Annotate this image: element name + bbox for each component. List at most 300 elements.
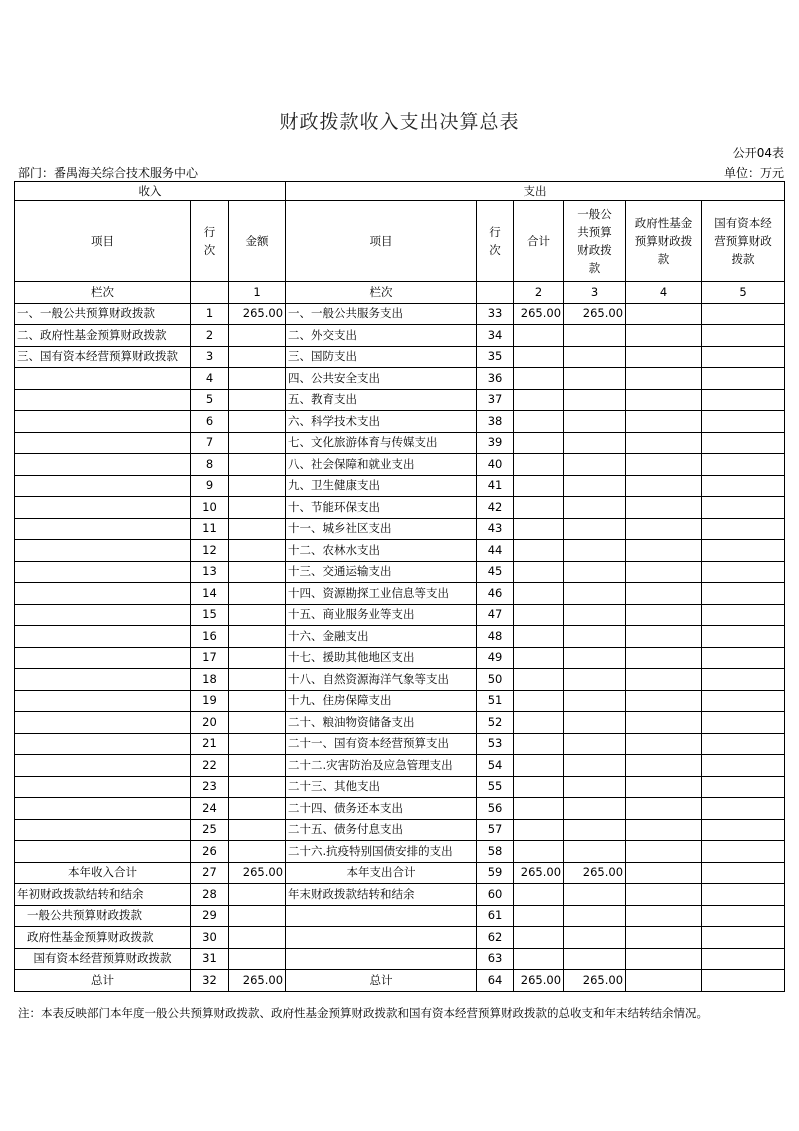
expense-item: 五、教育支出 (286, 389, 477, 411)
expense-item: 六、科学技术支出 (286, 411, 477, 433)
income-amount (229, 712, 286, 734)
header-general-budget: 一般公共预算财政拨款 (564, 201, 626, 282)
expense-total (514, 540, 564, 562)
gov-fund-amount (626, 669, 702, 691)
income-item (15, 755, 191, 777)
income-row-no: 19 (191, 690, 229, 712)
table-row (15, 346, 785, 368)
income-row-no: 8 (191, 454, 229, 476)
expense-item: 一、一般公共服务支出 (286, 303, 477, 325)
general-budget-amount (564, 841, 626, 863)
state-capital-amount (702, 411, 785, 433)
state-capital-amount (702, 475, 785, 497)
income-row-no: 2 (191, 325, 229, 347)
expense-item: 年末财政拨款结转和结余 (286, 884, 477, 906)
state-capital-amount (702, 733, 785, 755)
general-budget-amount (564, 819, 626, 841)
expense-row-no: 36 (477, 368, 514, 390)
expense-row-no: 33 (477, 303, 514, 325)
expense-row-no: 40 (477, 454, 514, 476)
col-no-blank-2 (477, 282, 514, 304)
income-amount (229, 647, 286, 669)
income-amount (229, 905, 286, 927)
general-budget-amount (564, 368, 626, 390)
income-item: 国有资本经营预算财政拨款 (15, 948, 191, 970)
expense-total (514, 669, 564, 691)
general-budget-amount: 265.00 (564, 862, 626, 884)
table-row (15, 647, 785, 669)
expense-item: 二十三、其他支出 (286, 776, 477, 798)
expense-row-no: 57 (477, 819, 514, 841)
state-capital-amount (702, 540, 785, 562)
income-item: 三、国有资本经营预算财政拨款 (15, 346, 191, 368)
table-row (15, 325, 785, 347)
income-row-no: 23 (191, 776, 229, 798)
general-budget-amount (564, 948, 626, 970)
state-capital-amount (702, 970, 785, 992)
expense-total: 265.00 (514, 303, 564, 325)
expense-item: 九、卫生健康支出 (286, 475, 477, 497)
income-item (15, 368, 191, 390)
expense-row-no: 34 (477, 325, 514, 347)
expense-item: 十九、住房保障支出 (286, 690, 477, 712)
expense-total (514, 755, 564, 777)
expense-item: 二十四、债务还本支出 (286, 798, 477, 820)
income-row-no: 27 (191, 862, 229, 884)
header-income-item: 项目 (15, 201, 191, 282)
expense-row-no: 45 (477, 561, 514, 583)
income-item (15, 841, 191, 863)
expense-item: 十八、自然资源海洋气象等支出 (286, 669, 477, 691)
expense-item: 十三、交通运输支出 (286, 561, 477, 583)
col-no-2: 2 (514, 282, 564, 304)
state-capital-amount (702, 841, 785, 863)
header-income-amount: 金额 (229, 201, 286, 282)
table-row (15, 690, 785, 712)
table-row (15, 733, 785, 755)
income-amount: 265.00 (229, 862, 286, 884)
income-amount (229, 819, 286, 841)
expense-total (514, 798, 564, 820)
general-budget-amount (564, 583, 626, 605)
expense-total (514, 454, 564, 476)
expense-total: 265.00 (514, 970, 564, 992)
header-gov-fund: 政府性基金预算财政拨款 (626, 201, 702, 282)
income-item: 本年收入合计 (15, 862, 191, 884)
gov-fund-amount (626, 604, 702, 626)
state-capital-amount (702, 626, 785, 648)
gov-fund-amount (626, 755, 702, 777)
col-no-label: 栏次 (15, 282, 191, 304)
expense-item: 二十一、国有资本经营预算支出 (286, 733, 477, 755)
income-item: 政府性基金预算财政拨款 (15, 927, 191, 949)
state-capital-amount (702, 884, 785, 906)
expense-row-no: 54 (477, 755, 514, 777)
income-item (15, 518, 191, 540)
income-row-no: 31 (191, 948, 229, 970)
expense-item (286, 905, 477, 927)
expense-total (514, 884, 564, 906)
table-row (15, 948, 785, 970)
income-item (15, 669, 191, 691)
header-expense-row-no: 行次 (477, 201, 514, 282)
income-amount (229, 669, 286, 691)
table-row (15, 368, 785, 390)
table-row (15, 970, 785, 992)
income-row-no: 11 (191, 518, 229, 540)
expense-total (514, 626, 564, 648)
expense-row-no: 52 (477, 712, 514, 734)
income-amount: 265.00 (229, 303, 286, 325)
expense-total (514, 432, 564, 454)
income-row-no: 20 (191, 712, 229, 734)
income-item (15, 497, 191, 519)
expense-row-no: 55 (477, 776, 514, 798)
general-budget-amount (564, 325, 626, 347)
expense-item: 十七、援助其他地区支出 (286, 647, 477, 669)
income-section-header: 收入 (15, 182, 286, 201)
expense-item: 十五、商业服务业等支出 (286, 604, 477, 626)
income-amount (229, 454, 286, 476)
column-number-row (15, 282, 785, 304)
col-no-1: 1 (229, 282, 286, 304)
income-item (15, 561, 191, 583)
expense-item: 十、节能环保支出 (286, 497, 477, 519)
income-amount (229, 561, 286, 583)
income-amount (229, 583, 286, 605)
expense-row-no: 38 (477, 411, 514, 433)
income-item (15, 798, 191, 820)
income-amount (229, 411, 286, 433)
state-capital-amount (702, 518, 785, 540)
income-amount (229, 346, 286, 368)
income-row-no: 1 (191, 303, 229, 325)
state-capital-amount (702, 798, 785, 820)
income-row-no: 32 (191, 970, 229, 992)
income-amount (229, 475, 286, 497)
income-item (15, 583, 191, 605)
expense-section-header: 支出 (286, 182, 785, 201)
expense-row-no: 48 (477, 626, 514, 648)
table-row (15, 819, 785, 841)
income-amount (229, 604, 286, 626)
income-item (15, 712, 191, 734)
state-capital-amount (702, 712, 785, 734)
income-item (15, 389, 191, 411)
header-income-row-no: 行次 (191, 201, 229, 282)
income-item: 一、一般公共预算财政拨款 (15, 303, 191, 325)
page-title: 财政拨款收入支出决算总表 (279, 111, 520, 133)
table-row (15, 862, 785, 884)
income-amount (229, 432, 286, 454)
expense-item: 本年支出合计 (286, 862, 477, 884)
state-capital-amount (702, 454, 785, 476)
form-number: 公开04表 (732, 146, 784, 160)
income-row-no: 9 (191, 475, 229, 497)
expense-row-no: 53 (477, 733, 514, 755)
general-budget-amount (564, 561, 626, 583)
gov-fund-amount (626, 884, 702, 906)
gov-fund-amount (626, 432, 702, 454)
income-amount (229, 776, 286, 798)
table-row (15, 626, 785, 648)
table-row (15, 712, 785, 734)
gov-fund-amount (626, 798, 702, 820)
general-budget-amount (564, 776, 626, 798)
gov-fund-amount (626, 368, 702, 390)
expense-row-no: 42 (477, 497, 514, 519)
general-budget-amount (564, 497, 626, 519)
table-row (15, 518, 785, 540)
table-row (15, 497, 785, 519)
general-budget-amount (564, 518, 626, 540)
income-amount (229, 540, 286, 562)
expense-total (514, 583, 564, 605)
income-row-no: 24 (191, 798, 229, 820)
general-budget-amount (564, 905, 626, 927)
expense-total (514, 819, 564, 841)
income-row-no: 14 (191, 583, 229, 605)
expense-item: 三、国防支出 (286, 346, 477, 368)
income-row-no: 15 (191, 604, 229, 626)
general-budget-amount (564, 712, 626, 734)
table-row (15, 583, 785, 605)
expense-item: 十四、资源勘探工业信息等支出 (286, 583, 477, 605)
state-capital-amount (702, 497, 785, 519)
gov-fund-amount (626, 712, 702, 734)
income-item (15, 604, 191, 626)
expense-total (514, 368, 564, 390)
col-no-4: 4 (626, 282, 702, 304)
state-capital-amount (702, 647, 785, 669)
expense-row-no: 58 (477, 841, 514, 863)
expense-item: 二十二.灾害防治及应急管理支出 (286, 755, 477, 777)
table-row (15, 604, 785, 626)
general-budget-amount (564, 411, 626, 433)
header-total: 合计 (514, 201, 564, 282)
income-row-no: 12 (191, 540, 229, 562)
table-row (15, 884, 785, 906)
state-capital-amount (702, 755, 785, 777)
gov-fund-amount (626, 970, 702, 992)
expense-total (514, 733, 564, 755)
income-row-no: 26 (191, 841, 229, 863)
gov-fund-amount (626, 927, 702, 949)
table-row (15, 755, 785, 777)
income-amount (229, 389, 286, 411)
general-budget-amount (564, 647, 626, 669)
income-row-no: 17 (191, 647, 229, 669)
expense-row-no: 46 (477, 583, 514, 605)
general-budget-amount: 265.00 (564, 303, 626, 325)
income-item (15, 475, 191, 497)
table-row (15, 389, 785, 411)
gov-fund-amount (626, 733, 702, 755)
expense-total (514, 604, 564, 626)
state-capital-amount (702, 669, 785, 691)
state-capital-amount (702, 368, 785, 390)
general-budget-amount (564, 690, 626, 712)
expense-row-no: 56 (477, 798, 514, 820)
income-amount (229, 798, 286, 820)
gov-fund-amount (626, 647, 702, 669)
expense-item: 总计 (286, 970, 477, 992)
gov-fund-amount (626, 905, 702, 927)
table-row (15, 411, 785, 433)
expense-total (514, 475, 564, 497)
expense-total (514, 905, 564, 927)
income-item: 二、政府性基金预算财政拨款 (15, 325, 191, 347)
expense-row-no: 41 (477, 475, 514, 497)
general-budget-amount (564, 432, 626, 454)
expense-total (514, 948, 564, 970)
gov-fund-amount (626, 346, 702, 368)
expense-total (514, 389, 564, 411)
general-budget-amount (564, 798, 626, 820)
income-row-no: 10 (191, 497, 229, 519)
income-amount (229, 690, 286, 712)
gov-fund-amount (626, 561, 702, 583)
expense-row-no: 63 (477, 948, 514, 970)
expense-total (514, 690, 564, 712)
income-row-no: 5 (191, 389, 229, 411)
income-amount (229, 497, 286, 519)
income-row-no: 3 (191, 346, 229, 368)
general-budget-amount (564, 884, 626, 906)
income-amount (229, 841, 286, 863)
expense-row-no: 47 (477, 604, 514, 626)
state-capital-amount (702, 583, 785, 605)
state-capital-amount (702, 819, 785, 841)
gov-fund-amount (626, 948, 702, 970)
general-budget-amount (564, 733, 626, 755)
gov-fund-amount (626, 518, 702, 540)
income-item (15, 647, 191, 669)
table-row (15, 841, 785, 863)
expense-total (514, 346, 564, 368)
expense-item (286, 948, 477, 970)
expense-total (514, 927, 564, 949)
expense-item (286, 927, 477, 949)
state-capital-amount (702, 905, 785, 927)
general-budget-amount (564, 540, 626, 562)
expense-row-no: 62 (477, 927, 514, 949)
expense-item: 二十五、债务付息支出 (286, 819, 477, 841)
gov-fund-amount (626, 411, 702, 433)
table-row (15, 475, 785, 497)
expense-row-no: 44 (477, 540, 514, 562)
gov-fund-amount (626, 475, 702, 497)
income-row-no: 18 (191, 669, 229, 691)
expense-item: 七、文化旅游体育与传媒支出 (286, 432, 477, 454)
income-item (15, 733, 191, 755)
expense-row-no: 59 (477, 862, 514, 884)
general-budget-amount (564, 346, 626, 368)
expense-item: 十六、金融支出 (286, 626, 477, 648)
expense-total (514, 325, 564, 347)
expense-row-no: 49 (477, 647, 514, 669)
income-row-no: 16 (191, 626, 229, 648)
general-budget-amount (564, 626, 626, 648)
expense-total (514, 776, 564, 798)
income-row-no: 4 (191, 368, 229, 390)
header-expense-item: 项目 (286, 201, 477, 282)
general-budget-amount (564, 755, 626, 777)
expense-row-no: 51 (477, 690, 514, 712)
income-row-no: 13 (191, 561, 229, 583)
gov-fund-amount (626, 454, 702, 476)
table-row (15, 540, 785, 562)
column-header-row (15, 201, 785, 282)
expense-item: 二十、粮油物资储备支出 (286, 712, 477, 734)
header-state-capital: 国有资本经营预算财政拨款 (702, 201, 785, 282)
state-capital-amount (702, 325, 785, 347)
general-budget-amount (564, 669, 626, 691)
income-row-no: 30 (191, 927, 229, 949)
gov-fund-amount (626, 690, 702, 712)
income-amount (229, 626, 286, 648)
expense-total (514, 518, 564, 540)
gov-fund-amount (626, 497, 702, 519)
income-row-no: 6 (191, 411, 229, 433)
table-row (15, 776, 785, 798)
expense-item: 十一、城乡社区支出 (286, 518, 477, 540)
expense-item: 十二、农林水支出 (286, 540, 477, 562)
fiscal-summary-table (14, 181, 785, 992)
table-row (15, 927, 785, 949)
general-budget-amount (564, 389, 626, 411)
general-budget-amount (564, 475, 626, 497)
expense-row-no: 35 (477, 346, 514, 368)
gov-fund-amount (626, 776, 702, 798)
state-capital-amount (702, 948, 785, 970)
income-item (15, 776, 191, 798)
table-row (15, 454, 785, 476)
state-capital-amount (702, 927, 785, 949)
department-label: 部门：番禺海关综合技术服务中心 (18, 166, 199, 180)
income-row-no: 29 (191, 905, 229, 927)
table-row (15, 798, 785, 820)
expense-row-no: 39 (477, 432, 514, 454)
income-amount (229, 927, 286, 949)
expense-row-no: 61 (477, 905, 514, 927)
expense-row-no: 50 (477, 669, 514, 691)
gov-fund-amount (626, 303, 702, 325)
expense-row-no: 43 (477, 518, 514, 540)
table-row (15, 905, 785, 927)
income-item (15, 626, 191, 648)
expense-item: 四、公共安全支出 (286, 368, 477, 390)
state-capital-amount (702, 432, 785, 454)
col-no-blank (191, 282, 229, 304)
section-header-row (15, 182, 785, 201)
table-row (15, 432, 785, 454)
income-item (15, 819, 191, 841)
income-amount: 265.00 (229, 970, 286, 992)
expense-total (514, 712, 564, 734)
table-row (15, 561, 785, 583)
gov-fund-amount (626, 583, 702, 605)
income-item (15, 411, 191, 433)
income-amount (229, 948, 286, 970)
expense-item: 二、外交支出 (286, 325, 477, 347)
income-amount (229, 733, 286, 755)
income-item (15, 540, 191, 562)
income-row-no: 22 (191, 755, 229, 777)
col-no-label-2: 栏次 (286, 282, 477, 304)
gov-fund-amount (626, 841, 702, 863)
income-row-no: 21 (191, 733, 229, 755)
